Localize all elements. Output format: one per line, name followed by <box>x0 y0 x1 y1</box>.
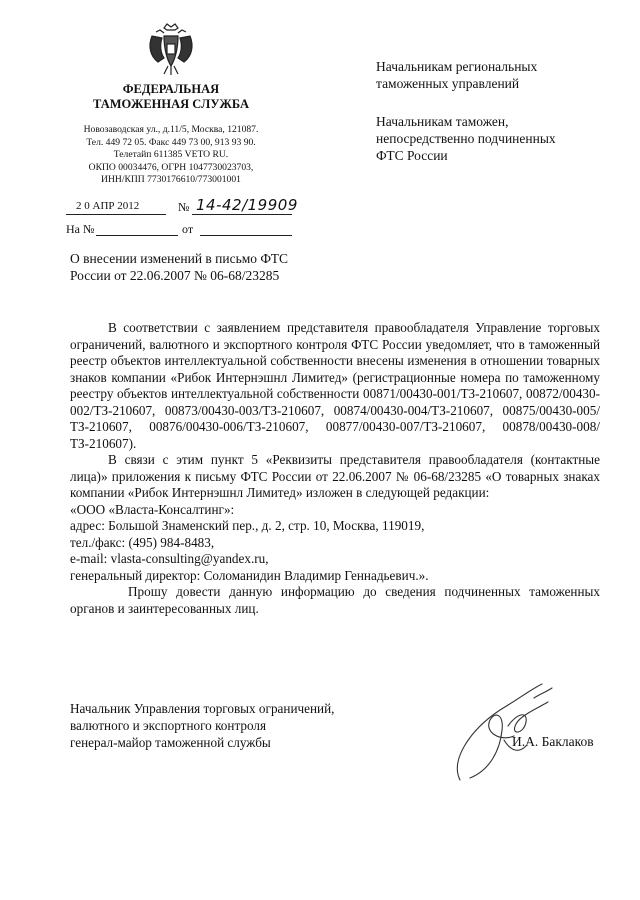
signatory-name: И.А. Баклаков <box>512 734 594 749</box>
reference-underline <box>96 235 178 236</box>
addressee-line: Начальникам региональных <box>376 59 538 74</box>
contact-line: ОКПО 00034476, ОГРН 1047730023703, <box>88 161 254 173</box>
body-line: тел./факс: (495) 984-8483, <box>70 534 215 550</box>
reference-from-underline <box>200 235 292 236</box>
body-paragraph: В связи с этим пункт 5 «Реквизиты представителя правообладателя (контактные лица)» приложения к письму ФТС России от 22.06.2007 № 06-68/23285 «О товарных знаках компании «Рибок Интернэшнл Лимитед» изложен в следующей редакции: <box>70 452 600 500</box>
addressee-line: таможенных управлений <box>376 76 520 91</box>
body-line: адрес: Большой Знаменский пер., д. 2, стр. 10, Москва, 119019, <box>70 518 425 533</box>
reference-label: На № <box>66 222 95 236</box>
coat-of-arms-icon <box>146 22 196 78</box>
number-sign: № <box>178 200 190 214</box>
number-underline <box>192 214 292 215</box>
contact-line: ИНН/КПП 7730176610/773001001 <box>101 174 241 185</box>
organization-contacts <box>60 124 282 187</box>
signatory-line: генерал-майор таможенной службы <box>70 735 271 750</box>
addressee-block <box>376 58 616 92</box>
signatory-title <box>70 700 334 751</box>
addressee-line: Начальникам таможен, <box>376 114 509 129</box>
org-line-1: ФЕДЕРАЛЬНАЯ <box>122 82 220 96</box>
contact-line: Телетайп 611385 VETO RU. <box>113 149 229 160</box>
subject-line: О внесении изменений в письмо ФТС <box>70 251 289 266</box>
signatory-line: Начальник Управления торговых ограничений, <box>70 701 335 716</box>
body-paragraph: В соответствии с заявлением представителя правообладателя Управление торговых ограничений, валютного и экспортного контроля ФТС России уведомляет, что в таможенный реестр объектов интеллектуальной собственности внесены изменения в отношении товарных знаков компании «Рибок Интернэшнл Лимитед» (регистрационные номера по таможенному реестру объектов интеллектуальной собственности 00871/00430-001/ТЗ-210607, 00872/00430-002/ТЗ-210607, 00873/00430-003/ТЗ-210607, 00874/00430-004/ТЗ-210607, 00875/00430-005/ТЗ-210607, 00876/00430-006/ТЗ-210607, 00877/00430-007/ТЗ-210607, 00878/00430-008/ТЗ-210607). <box>70 320 600 451</box>
contact-line: Новозаводская ул., д.11/5, Москва, 121087. <box>83 124 259 135</box>
letter-date: 2 0 АПР 2012 <box>76 200 140 212</box>
body-line: генеральный директор: Соломанидин Владимир Геннадьевич.». <box>70 567 429 583</box>
contact-line: Тел. 449 72 05. Факс 449 73 00, 913 93 90. <box>86 136 256 148</box>
date-underline <box>66 214 166 215</box>
body-line: «ООО «Власта-Консалтинг»: <box>70 501 235 517</box>
signatory-line: валютного и экспортного контроля <box>70 718 267 733</box>
letter-body <box>70 320 600 617</box>
org-line-2: ТАМОЖЕННАЯ СЛУЖБА <box>93 97 249 111</box>
addressee-line: непосредственно подчиненных <box>376 131 556 146</box>
reference-from-label: от <box>182 222 194 236</box>
subject-line: России от 22.06.2007 № 06-68/23285 <box>70 268 280 283</box>
body-line: e-mail: vlasta-consulting@yandex.ru, <box>70 551 269 566</box>
body-paragraph: Прошу довести данную информацию до сведения подчиненных таможенных органов и заинтересованных лиц. <box>70 584 600 616</box>
addressee-line: ФТС России <box>376 148 448 163</box>
organization-name <box>60 82 282 112</box>
letter-subject <box>70 250 288 284</box>
addressee-block <box>376 113 616 164</box>
letter-number: 14-42/19909 <box>196 196 298 214</box>
